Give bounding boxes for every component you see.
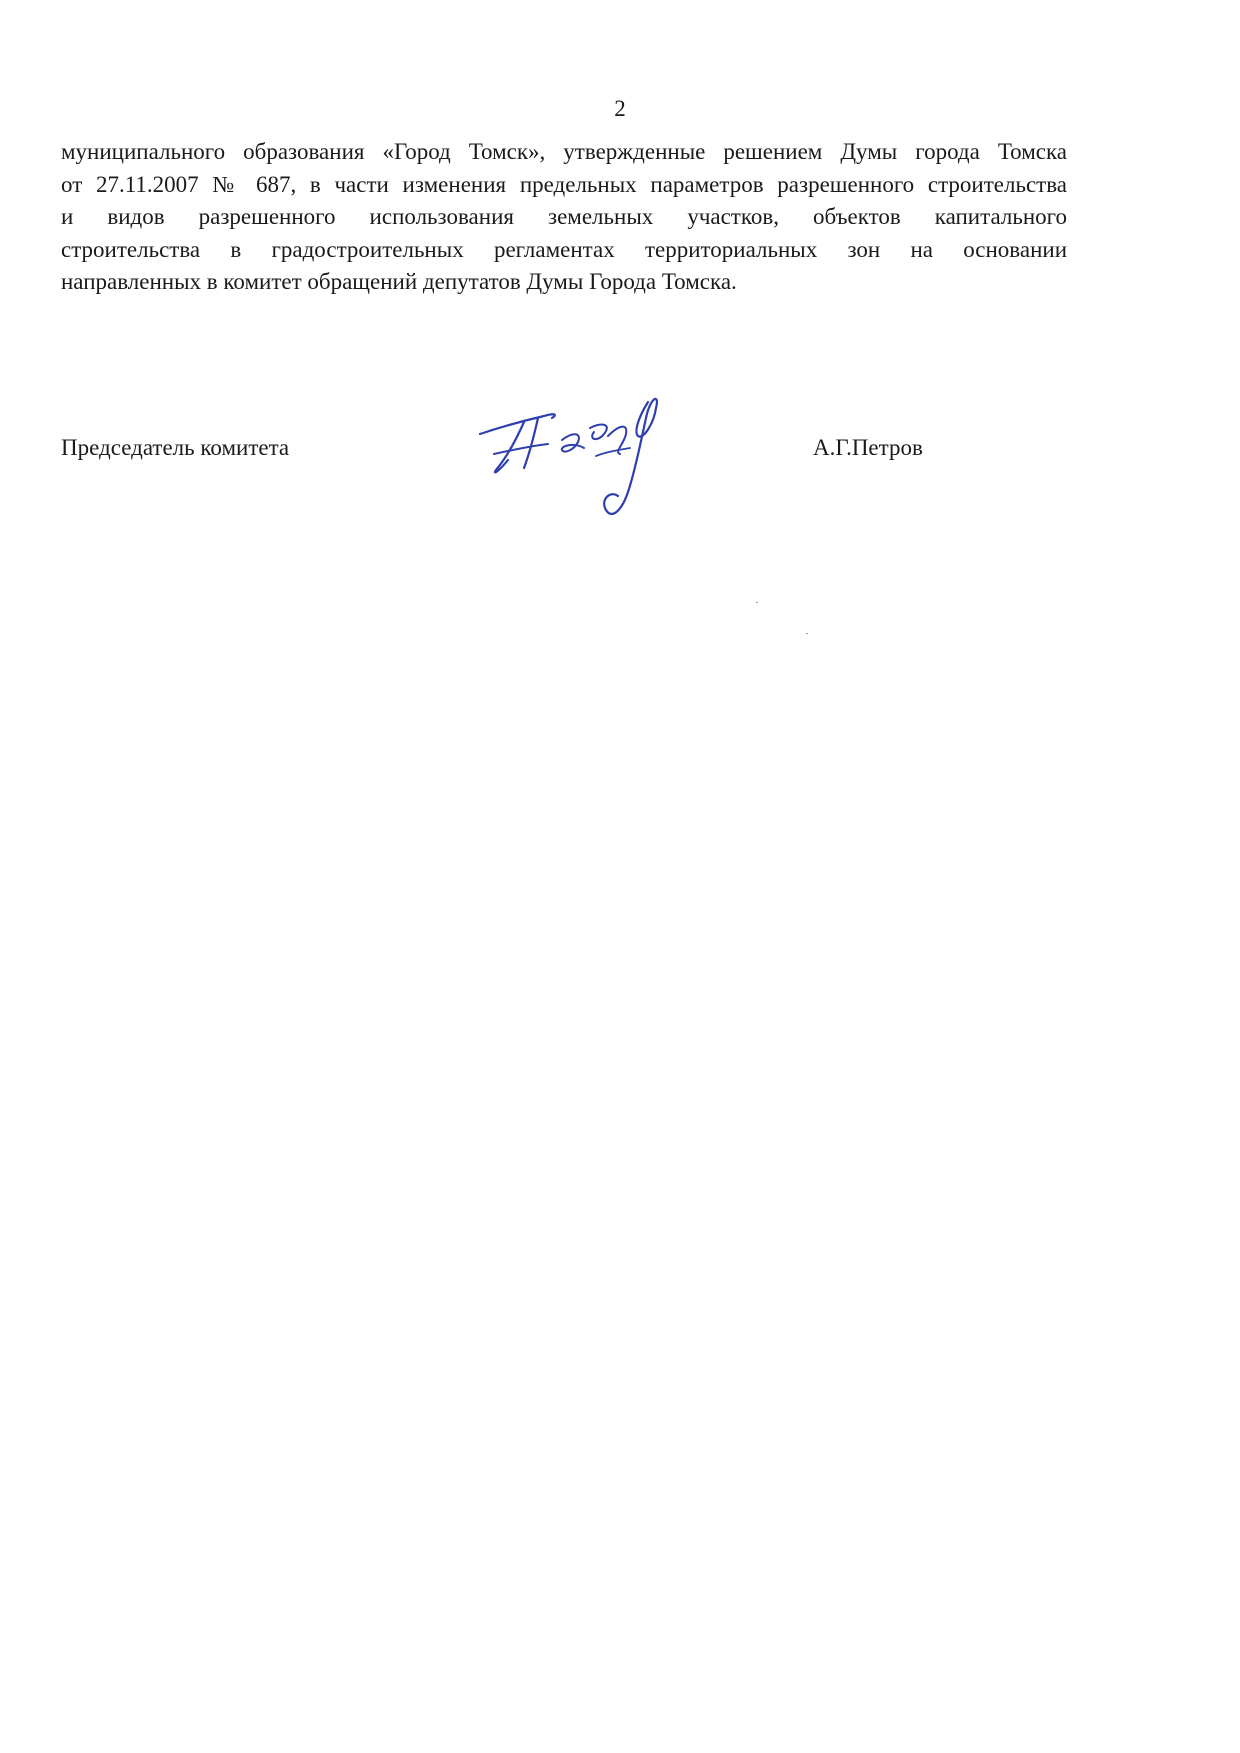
signature-stroke (480, 414, 555, 434)
body-line-2: от 27.11.2007 № 687, в части изменения предельных параметров разрешенного строительства (61, 171, 1067, 197)
signature-stroke (494, 444, 548, 454)
page-number: 2 (614, 96, 626, 121)
signatory-title: Председатель комитета (61, 435, 290, 460)
handwritten-signature (478, 392, 693, 522)
scan-speck (756, 602, 758, 603)
signature-stroke (495, 422, 524, 472)
body-line-4: строительства в градостроительных регламентах территориальных зон на основании (61, 236, 1067, 262)
signature-stroke (596, 448, 630, 456)
signature-stroke (590, 425, 607, 439)
signature-stroke (604, 399, 657, 514)
body-line-1: муниципального образования «Город Томск», утвержденные решением Думы города Томска (61, 139, 1067, 164)
body-line-3: и видов разрешенного использования земельных участков, объектов капитального (61, 204, 1067, 229)
scan-speck (806, 633, 808, 634)
signature-stroke (524, 418, 538, 468)
body-line-5: направленных в комитет обращений депутатов Думы Города Томска. (61, 269, 737, 294)
body-paragraph (61, 136, 1067, 299)
signature-stroke (562, 434, 584, 451)
signatory-name: А.Г.Петров (813, 435, 923, 460)
